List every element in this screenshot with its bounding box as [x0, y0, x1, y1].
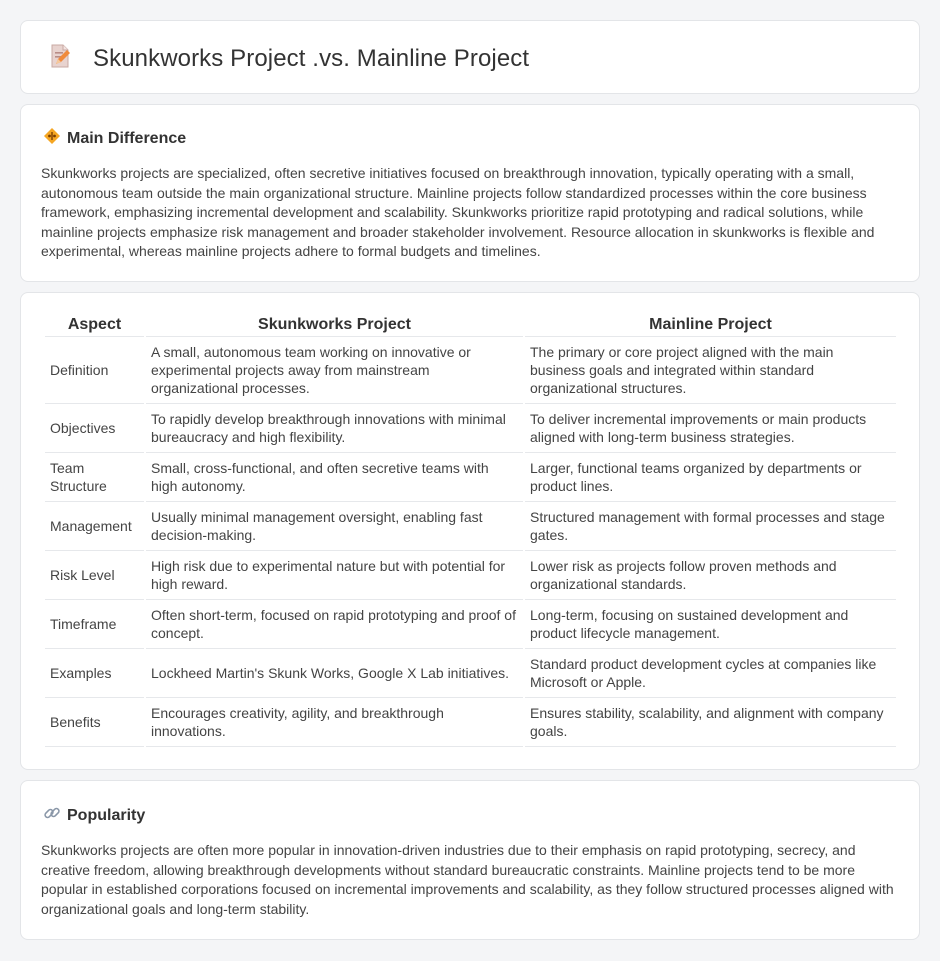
cell-skunkworks: Usually minimal management oversight, enabling fast decision-making.: [146, 502, 523, 551]
cell-skunkworks: Small, cross-functional, and often secretive teams with high autonomy.: [146, 453, 523, 502]
cell-skunkworks: Often short-term, focused on rapid prototyping and proof of concept.: [146, 600, 523, 649]
title-card: [20, 20, 920, 94]
cell-aspect: Examples: [45, 649, 144, 698]
table-row: [45, 502, 896, 551]
link-icon: [43, 804, 61, 827]
title-row: [47, 43, 529, 74]
cell-aspect: Timeframe: [45, 600, 144, 649]
cell-mainline: Structured management with formal processes and stage gates.: [525, 502, 896, 551]
cell-mainline: Larger, functional teams organized by departments or product lines.: [525, 453, 896, 502]
cell-mainline: Standard product development cycles at companies like Microsoft or Apple.: [525, 649, 896, 698]
table-row: [45, 404, 896, 453]
cell-mainline: Long-term, focusing on sustained development and product lifecycle management.: [525, 600, 896, 649]
cell-skunkworks: To rapidly develop breakthrough innovations with minimal bureaucracy and high flexibility.: [146, 404, 523, 453]
table-row: [45, 337, 896, 404]
cell-mainline: The primary or core project aligned with the main business goals and integrated within standard organizational structures.: [525, 337, 896, 404]
table-header-row: [45, 314, 896, 337]
cell-aspect: Objectives: [45, 404, 144, 453]
table-row: [45, 551, 896, 600]
page-title: Skunkworks Project .vs. Mainline Project: [93, 44, 530, 72]
popularity-heading: Popularity: [67, 806, 146, 824]
table-row: [45, 600, 896, 649]
main-difference-text: Skunkworks projects are specialized, often secretive initiatives focused on breakthrough innovation, typically operating with a small, autonomous team outside the main organizational structure. Mainline projects follow standardized processes within the core business framework, emphasizing incremental development and scalability. Skunkworks prioritize rapid prototyping and radical solutions, while mainline projects emphasize risk management and broader stakeholder involvement. Resource allocation in skunkworks is flexible and experimental, whereas mainline projects adhere to formal budgets and timelines.: [41, 165, 875, 259]
comparison-card: [20, 292, 920, 770]
cell-aspect: Team Structure: [45, 453, 144, 502]
popularity-card: [20, 780, 920, 940]
table-row: [45, 649, 896, 698]
cell-skunkworks: High risk due to experimental nature but with potential for high reward.: [146, 551, 523, 600]
cell-aspect: Definition: [45, 337, 144, 404]
comparison-table: [43, 314, 898, 747]
cell-mainline: To deliver incremental improvements or main products aligned with long-term business strategies.: [525, 404, 896, 453]
header-mainline: Mainline Project: [525, 314, 896, 337]
main-difference-heading: Main Difference: [67, 129, 187, 147]
popularity-header: [43, 804, 145, 827]
header-skunkworks: Skunkworks Project: [146, 314, 523, 337]
cell-mainline: Lower risk as projects follow proven methods and organizational standards.: [525, 551, 896, 600]
main-difference-card: [20, 104, 920, 282]
cell-aspect: Risk Level: [45, 551, 144, 600]
table-row: [45, 698, 896, 747]
diamond-icon: [43, 127, 61, 150]
document-edit-icon: [47, 43, 73, 74]
cell-mainline: Ensures stability, scalability, and alignment with company goals.: [525, 698, 896, 747]
cell-skunkworks: A small, autonomous team working on innovative or experimental projects away from mainstream organizational processes.: [146, 337, 523, 404]
cell-skunkworks: Lockheed Martin's Skunk Works, Google X Lab initiatives.: [146, 649, 523, 698]
cell-skunkworks: Encourages creativity, agility, and breakthrough innovations.: [146, 698, 523, 747]
header-aspect: Aspect: [45, 314, 144, 337]
cell-aspect: Benefits: [45, 698, 144, 747]
main-difference-header: [43, 127, 186, 150]
cell-aspect: Management: [45, 502, 144, 551]
table-row: [45, 453, 896, 502]
popularity-text: Skunkworks projects are often more popular in innovation-driven industries due to their emphasis on rapid prototyping, secrecy, and creative freedom, allowing breakthrough developments without standard bureaucratic constraints. Mainline projects tend to be more popular in established corporations focused on incremental improvements and scalability, as they follow structured processes aligned with organizational goals and long-term stability.: [41, 842, 894, 917]
